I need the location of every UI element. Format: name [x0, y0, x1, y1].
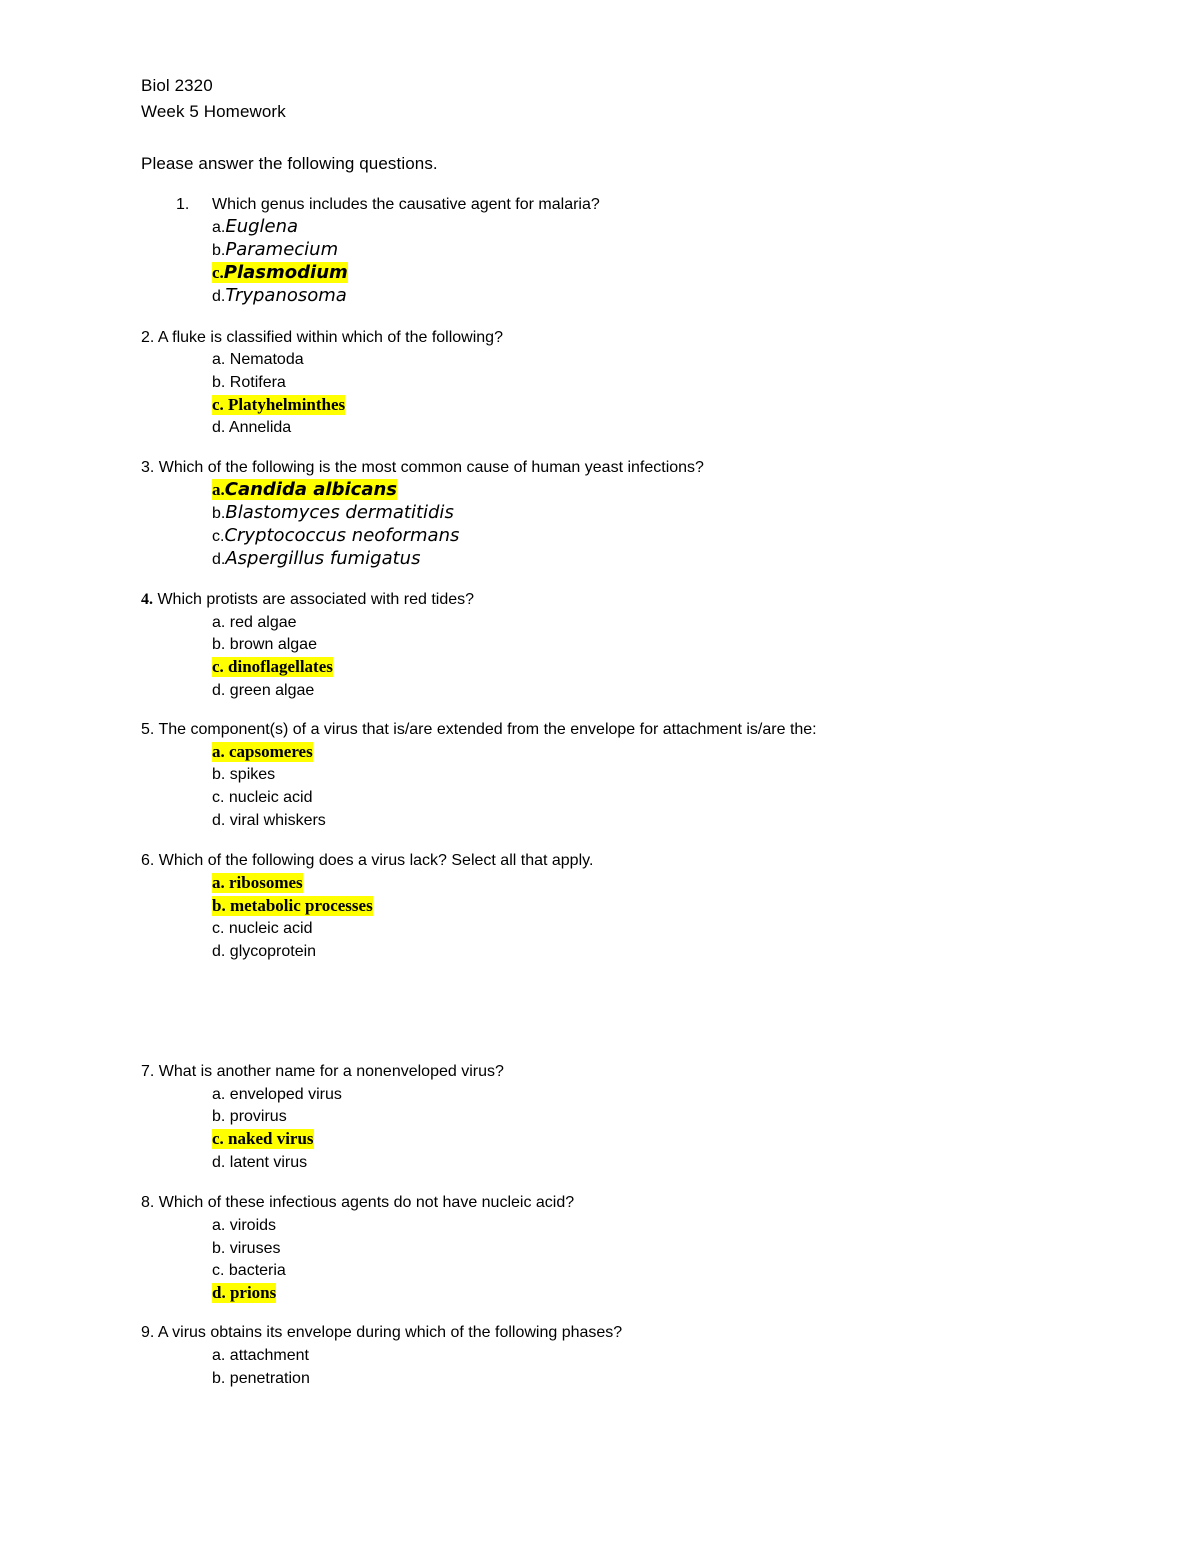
question-9-text: 9. A virus obtains its envelope during which of the following phases?: [141, 1324, 623, 1341]
question-1-option-b: [212, 239, 338, 260]
question-1-number: 1.: [176, 196, 190, 213]
question-4-text: [141, 591, 474, 609]
question-1-text: Which genus includes the causative agent for malaria?: [212, 196, 600, 213]
option-letter: b.: [212, 505, 226, 522]
question-5-option-c: c. nucleic acid: [212, 789, 313, 806]
question-7-text: 7. What is another name for a nonenveloped virus?: [141, 1063, 504, 1080]
option-text: Euglena: [225, 216, 299, 237]
question-number: 4.: [141, 591, 153, 608]
option-letter: a.: [212, 480, 225, 499]
question-body: Which protists are associated with red tides?: [157, 591, 475, 608]
question-8-option-c: c. bacteria: [212, 1262, 286, 1279]
question-3-option-a-answer: [212, 479, 397, 500]
question-6-option-b-answer: b. metabolic processes: [212, 896, 373, 915]
option-letter: d.: [212, 551, 226, 568]
question-2-option-a: a. Nematoda: [212, 351, 304, 368]
question-9-option-b: b. penetration: [212, 1370, 310, 1387]
question-8-option-b: b. viruses: [212, 1240, 281, 1257]
question-5-option-d: d. viral whiskers: [212, 812, 326, 829]
question-4-option-b: b. brown algae: [212, 636, 317, 653]
question-4-option-c-answer: c. dinoflagellates: [212, 657, 333, 676]
question-7-option-d: d. latent virus: [212, 1154, 308, 1171]
question-2-option-d: d. Annelida: [212, 419, 292, 436]
question-2-text: 2. A fluke is classified within which of the following?: [141, 329, 503, 346]
question-6-option-c: c. nucleic acid: [212, 920, 313, 937]
question-5-option-a-answer: a. capsomeres: [212, 742, 313, 761]
question-8-option-a: a. viroids: [212, 1217, 277, 1234]
option-text: Cryptococcus neoformans: [224, 525, 460, 546]
course-code: Biol 2320: [141, 76, 213, 95]
option-text: Candida albicans: [224, 479, 397, 500]
question-6-option-a-answer: a. ribosomes: [212, 873, 303, 892]
option-letter: d.: [212, 288, 226, 305]
question-5-option-b: b. spikes: [212, 766, 276, 783]
question-1-option-d: [212, 285, 347, 306]
question-9-option-a: a. attachment: [212, 1347, 309, 1364]
question-2-option-c-answer: c. Platyhelminthes: [212, 395, 346, 414]
option-text: Blastomyces dermatitidis: [225, 502, 454, 523]
option-letter: c.: [212, 528, 225, 545]
option-text: Trypanosoma: [225, 285, 347, 306]
question-3-option-b: [212, 502, 454, 523]
question-1-option-c-answer: [212, 262, 348, 283]
question-5-text: 5. The component(s) of a virus that is/are extended from the envelope for attachment is/are the:: [141, 721, 817, 738]
option-text: Paramecium: [225, 239, 339, 260]
option-letter: b.: [212, 242, 226, 259]
question-6-option-d: d. glycoprotein: [212, 943, 317, 960]
question-7-option-b: b. provirus: [212, 1108, 287, 1125]
question-2-option-b: b. Rotifera: [212, 374, 286, 391]
assignment-title: Week 5 Homework: [141, 102, 286, 121]
question-4-option-a: a. red algae: [212, 614, 297, 631]
question-3-text: 3. Which of the following is the most common cause of human yeast infections?: [141, 459, 704, 476]
question-3-option-c: [212, 525, 459, 546]
question-6-text: 6. Which of the following does a virus lack? Select all that apply.: [141, 852, 594, 869]
option-text: Plasmodium: [223, 262, 348, 283]
question-8-option-d-answer: d. prions: [212, 1283, 277, 1302]
option-letter: c.: [212, 263, 224, 282]
question-7-option-a: a. enveloped virus: [212, 1086, 342, 1103]
question-3-option-d: [212, 548, 420, 569]
option-text: Aspergillus fumigatus: [225, 548, 421, 569]
question-7-option-c-answer: c. naked virus: [212, 1129, 314, 1148]
question-8-text: 8. Which of these infectious agents do not have nucleic acid?: [141, 1194, 575, 1211]
question-4-option-d: d. green algae: [212, 682, 315, 699]
option-letter: a.: [212, 219, 226, 236]
instructions-text: Please answer the following questions.: [141, 154, 438, 173]
question-1-option-a: [212, 216, 298, 237]
